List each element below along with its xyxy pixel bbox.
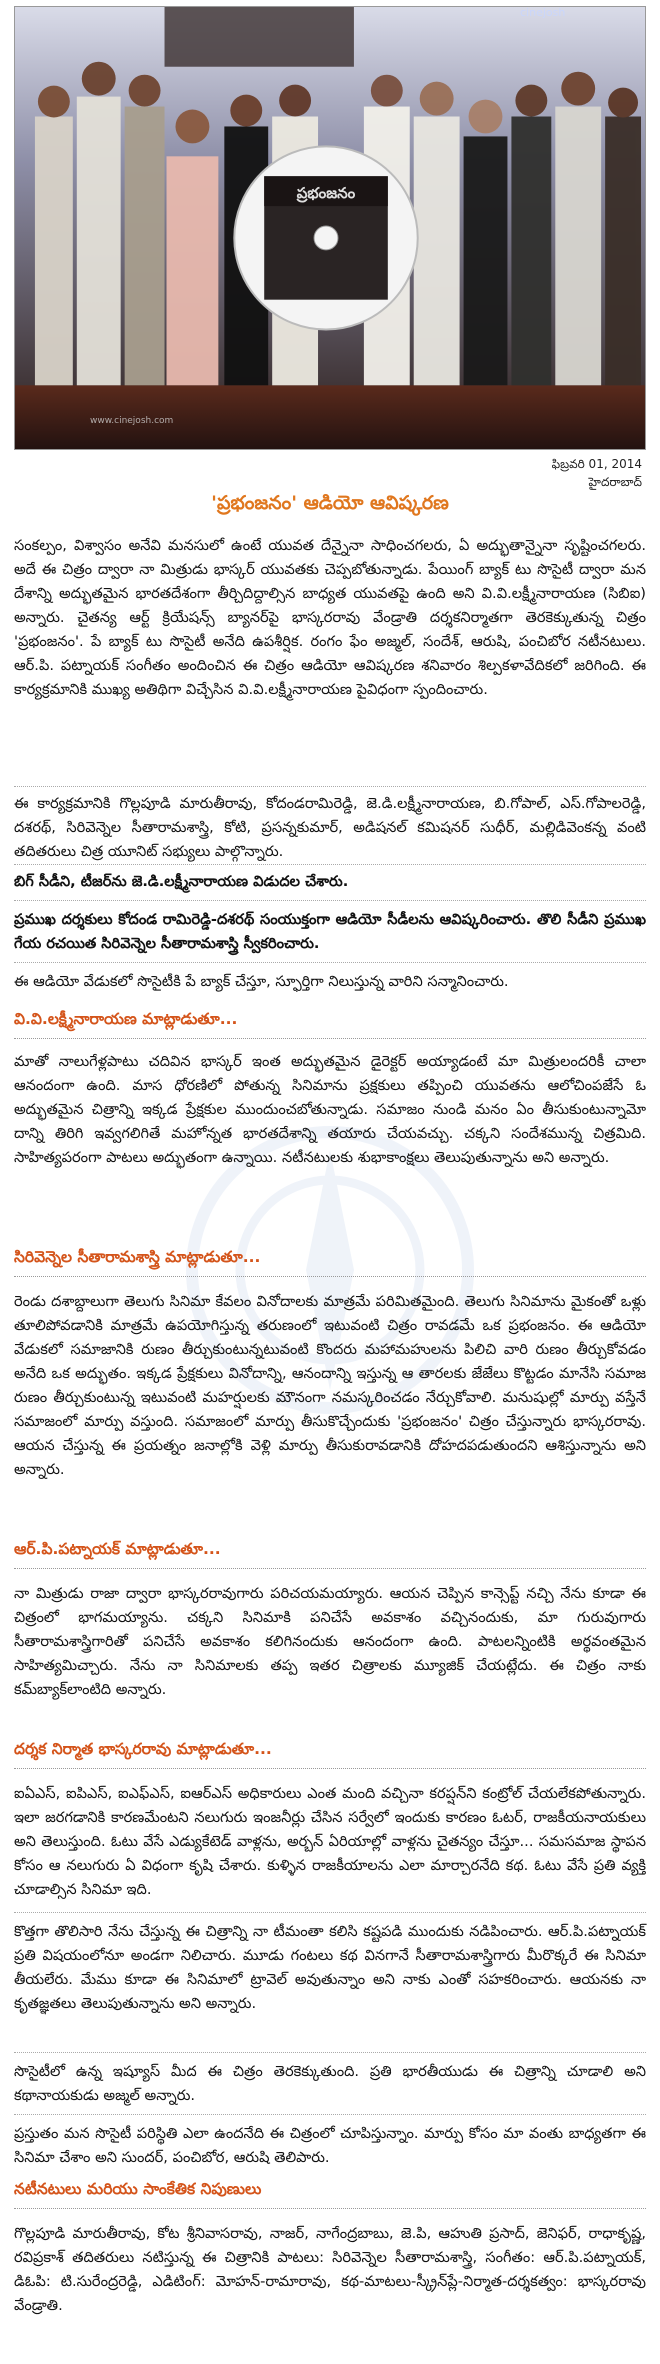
event-photo xyxy=(14,6,646,450)
dateline xyxy=(552,455,642,491)
photo-credit: www.cinejosh.com xyxy=(90,416,174,426)
divider xyxy=(14,962,646,963)
section-heading-rp-patnaik: ఆర్.పి.పట్నాయక్ మాట్లాడుతూ... xyxy=(14,1540,646,1569)
paragraph-cd-release: ప్రముఖ దర్శకులు కోదండ రామిరెడ్డి-దశరథ్ సంయుక్తంగా ఆడియో సీడీలను ఆవిష్కరించారు. తొలి సీడీని ప్రముఖ గేయ రచయిత సిరివెన్నెల సీతారామశాస్త్రి స్వీకరించారు. xyxy=(14,911,646,952)
paragraph-director-2: కొత్తగా తొలిసారి నేను చేస్తున్న ఈ చిత్రాన్ని నా టీమంతా కలిసి కష్టపడి ముందుకు నడిపించారు. ఆర్.పి.పట్నాయక్ ప్రతి విషయంలోనూ అండగా నిలిచారు. మూడు గంటలు కథ వినగానే సీతారామశాస్త్రిగారు మీరొక్కరే ఈ సినిమా తీయలేరు. మేము కూడా ఈ సినిమాలో ట్రావెల్ అవుతున్నాం అని నాకు ఎంతో సహకరించారు. ఆయనకు నా కృతజ్ఞతలు తెలుపుతున్నాను అని అన్నారు. xyxy=(14,1923,646,2012)
paragraph-big-cd: బిగ్ సీడీని, టీజర్‌ను జె.డి.లక్ష్మీనారాయణ విడుదల చేశారు. xyxy=(14,873,349,890)
divider xyxy=(14,2114,646,2115)
article-place: హైదరాబాద్ xyxy=(588,475,642,489)
divider xyxy=(14,786,646,787)
photo-watermark: cinejosh xyxy=(520,6,566,19)
paragraph-director-1: ఐఏఎస్, ఐపిఎస్, ఐఎఫ్ఎస్, ఐఆర్ఎస్ అధికారులు ఎంత మంది వచ్చినా కరప్షన్‌ని కంట్రోల్ చేయలేకపోతున్నారు. ఇలా జరగడానికి కారణమేంటని నలుగురు ఇంజనీర్లు చేసిన సర్వేలో ఇందుకు కారణం ఓటర్, రాజకీయనాయకులు అని తెలుస్తుంది. ఓటు వేసే ఎడ్యుకేటెడ్ వాళ్లను, అర్బన్ ఏరియాల్లో వాళ్లను చైతన్యం చేస్తూ... సమసమాజ స్థాపన కోసం ఆ నలుగురు ఏ విధంగా కృషి చేశారు. కుళ్ళిన రాజకీయాలను ఎలా మార్చారనేది కథ. ఓటు వేసే ప్రతి వ్యక్తి చూడాల్సిన సినిమా ఇది. xyxy=(14,1785,646,1898)
paragraph-vv-lakshminarayana: మాతో నాలుగేళ్లపాటు చదివిన భాస్కర్ ఇంత అద్భుతమైన డైరెక్టర్ అయ్యాడంటే మా మిత్రులందరికీ చాలా ఆనందంగా ఉంది. మాస ధోరణిలో పోతున్న సినిమాను ప్రక్షకులు తప్పించి యువతను ఆలోచింపజేసే ఓ అద్భుతమైన చిత్రాన్ని ఇక్కడ ప్రేక్షకుల ముందుంచబోతున్నాడు. సమాజం నుండి మనం ఏం తీసుకుంటున్నామో దాన్ని తిరిగి ఇవ్వగలిగితే మహోన్నత భారతదేశాన్ని తయారు చేయవచ్చు. చక్కని సందేశమున్న చిత్రమిది. సాహిత్యపరంగా పాటలు అద్భుతంగా ఉన్నాయి. నటీనటులకు శుభాకాంక్షలు తెలుపుతున్నాను అని అన్నారు. xyxy=(14,1053,646,1166)
divider xyxy=(14,900,646,901)
divider xyxy=(14,864,646,865)
paragraph-guests: ఈ కార్యక్రమానికి గొల్లపూడి మారుతీరావు, కోదండరామిరెడ్డి, జె.డి.లక్ష్మీనారాయణ, బి.గోపాల్, ఎస్.గోపాలరెడ్డి, దశరథ్, సిరివెన్నెల సీతారామశాస్త్రి, కోటి, ప్రసన్నకుమార్, అడిషనల్ కమిషనర్ సుధీర్, మల్లిడివెంకన్న వంటి తదితరులు చిత్ర యూనిట్ సభ్యులు పాల్గొన్నారు. xyxy=(14,795,646,860)
divider xyxy=(14,1912,646,1913)
paragraph-felicitation: ఈ ఆడియో వేడుకలో సొసైటీకి పే బ్యాక్ చేస్తూ, స్ఫూర్తిగా నిలుస్తున్న వారిని సన్మానించారు. xyxy=(14,973,509,990)
paragraph-rp-patnaik: నా మిత్రుడు రాజా ద్వారా భాస్కరరావుగారు పరిచయమయ్యారు. ఆయన చెప్పిన కాన్సెప్ట్ నచ్చి నేను కూడా ఈ చిత్రంలో భాగమయ్యాను. చక్కని సినిమాకి పనిచేసే అవకాశం వచ్చినందుకు, మా గురువుగారు సీతారామశాస్త్రిగారితో పనిచేసే అవకాశం కలిగినందుకు ఆనందంగా ఉంది. పాటలన్నింటికి అర్థవంతమైన సాహిత్యమిచ్చారు. నేను నా సినిమాలకు తప్ప ఇతర చిత్రాలకు మ్యూజిక్ చేయట్లేదు. ఈ చిత్రం నాకు కమ్‌బ్యాక్‌లాంటిది అన్నారు. xyxy=(14,1585,646,1698)
section-heading-vv-lakshminarayana: వి.వి.లక్ష్మీనారాయణ మాట్లాడుతూ... xyxy=(14,1010,646,1039)
paragraph-ajmal: సొసైటీలో ఉన్న ఇష్యూస్ మీద ఈ చిత్రం తెరకెక్కుతుంది. ప్రతి భారతీయుడు ఈ చిత్రాన్ని చూడాలి అని కథానాయకుడు అజ్మల్ అన్నారు. xyxy=(14,2063,646,2104)
section-heading-cast-crew: నటీనటులు మరియు సాంకేతిక నిపుణులు xyxy=(14,2180,646,2209)
article-title: 'ప్రభంజనం' ఆడియో ఆవిష్కరణ xyxy=(211,492,449,514)
section-heading-director: దర్శక నిర్మాత భాస్కరరావు మాట్లాడుతూ... xyxy=(14,1740,646,1769)
article-date: ఫిబ్రవరి 01, 2014 xyxy=(551,457,642,471)
paragraph-cast-crew: గొల్లపూడి మారుతీరావు, కోట శ్రీనివాసరావు, నాజర్, నాగేంద్రబాబు, జె.పి, ఆహుతి ప్రసాద్, జెనిఫర్, రాధాకృష్ణ, రవిప్రకాశ్ తదితరులు నటిస్తున్న ఈ చిత్రానికి పాటలు: సిరివెన్నెల సీతారామశాస్త్రి, సంగీతం: ఆర్.పి.పట్నాయక్, డిఓపి: టి.సురేంద్రరెడ్డి, ఎడిటింగ్: మోహన్-రామారావు, కథ-మాటలు-స్క్రీన్‌ప్లే-నిర్మాత-దర్శకత్వం: భాస్కరరావు వేండ్రాతి. xyxy=(14,2225,646,2314)
divider xyxy=(14,2052,646,2053)
paragraph-sirivennela: రెండు దశాబ్దాలుగా తెలుగు సినిమా కేవలం వినోదాలకు మాత్రమే పరిమితమైంది. తెలుగు సినిమాను మైకంతో ఒళ్లు తూలిపోవడానికి మాత్రమే ఉపయోగిస్తున్న తరుణంలో ఇటువంటి చిత్రం రావడమే ఒక ప్రభంజనం. ఈ ఆడియో వేడుకలో సమాజానికి రుణం తీర్చుకుంటున్నటువంటి కొందరు మహామహులను పిలిచి వారి రుణం తీర్చుకోవడం అనేది ఒక అద్భుతం. ఇక్కడ ప్రేక్షకులు వినోదాన్ని, ఆనందాన్ని ఇస్తున్న ఆ తారలకు జేజేలు కొట్టడం మానేసి సమాజ రుణం తీర్చుకుంటున్న ఇటువంటి మహర్షులకు మౌనంగా నమస్కరించడం నేర్చుకోవాలి. మనుషుల్లో మార్పు వస్తేనే సమాజంలో మార్పు వస్తుంది. సమాజంలో మార్పు తీసుకొచ్చేందుకు 'ప్రభంజనం' చిత్రం చేస్తున్నారు భాస్కరరావు. ఆయన చేస్తున్న ఈ ప్రయత్నం జనాల్లోకి వెళ్లి మార్పు తీసుకురావడానికి దోహదపడుతుందని ఆశిస్తున్నాను అని అన్నారు. xyxy=(14,1293,646,1478)
paragraph-cast-quote: ప్రస్తుతం మన సొసైటీ పరిస్థితి ఎలా ఉందనేది ఈ చిత్రంలో చూపిస్తున్నాం. మార్పు కోసం మా వంతు బాధ్యతగా ఈ సినిమా చేశాం అని సుందర్, పంచిబోర, ఆరుషి తెలిపారు. xyxy=(14,2125,646,2166)
section-heading-sirivennela: సిరివెన్నెల సీతారామశాస్త్రి మాట్లాడుతూ... xyxy=(14,1248,646,1277)
event-photo-illustration xyxy=(15,7,645,449)
disc-title: ప్రభంజనం xyxy=(296,184,356,203)
paragraph-intro: సంకల్పం, విశ్వాసం అనేవి మనసులో ఉంటే యువత దేన్నైనా సాధించగలరు, ఏ అద్భుతాన్నైనా సృష్టించగలరు. అదే ఈ చిత్రం ద్వారా నా మిత్రుడు భాస్కర్ యువతకు చెప్పబోతున్నాడు. పేయింగ్ బ్యాక్ టు సొసైటీ ద్వారా మన దేశాన్ని అద్భుతమైన భారతదేశంగా తీర్చిదిద్దాల్సిన బాధ్యత యువతపై ఉంది అని వి.వి.లక్ష్మీనారాయణ (సిబిఐ) అన్నారు. చైతన్య ఆర్ట్ క్రియేషన్స్ బ్యానర్‌పై భాస్కరరావు వేండ్రాతి దర్శకనిర్మాతగా తెరకెక్కుతున్న చిత్రం 'ప్రభంజనం'. పే బ్యాక్ టు సొసైటీ అనేది ఉపశీర్షిక. రంగం ఫేం అజ్మల్, సందేశ్, ఆరుషి, పంచిబోర నటీనటులు. ఆర్.పి. పట్నాయక్ సంగీతం అందించిన ఈ చిత్రం ఆడియో ఆవిష్కరణ శనివారం శిల్పకళావేదికలో జరిగింది. ఈ కార్యక్రమానికి ముఖ్య అతిథిగా విచ్చేసిన వి.వి.లక్ష్మీనారాయణ పైవిధంగా స్పందించారు. xyxy=(14,537,646,698)
